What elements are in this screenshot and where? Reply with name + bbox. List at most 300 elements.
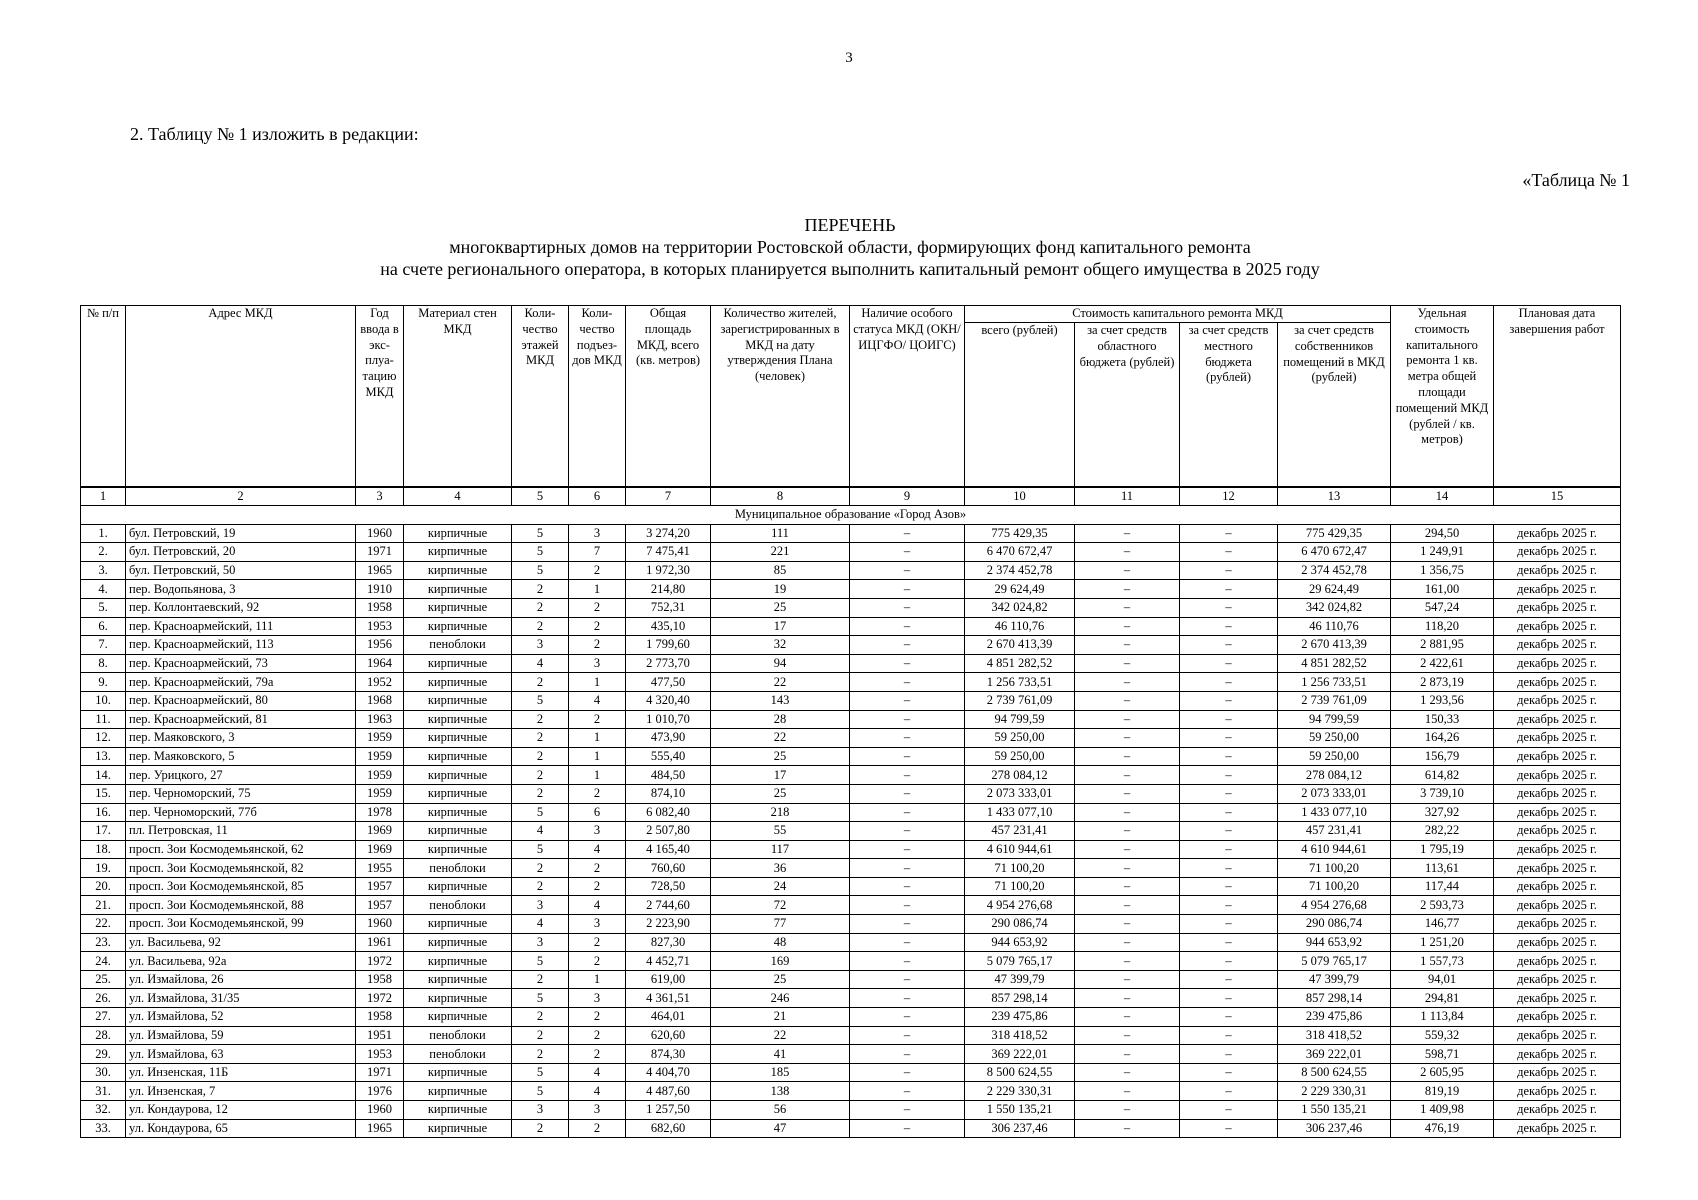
header-cost-total: всего (рублей) xyxy=(965,323,1075,488)
cell-cost-owners: 59 250,00 xyxy=(1278,747,1391,766)
cell-cost-local: – xyxy=(1180,989,1278,1008)
cell-row-number: 22. xyxy=(81,915,126,934)
cell-cost-total: 290 086,74 xyxy=(965,915,1075,934)
cell-row-number: 5. xyxy=(81,598,126,617)
cell-floors: 2 xyxy=(512,784,569,803)
cell-residents: 246 xyxy=(711,989,850,1008)
cell-wall-material: кирпичные xyxy=(404,617,512,636)
cell-floors: 2 xyxy=(512,877,569,896)
cell-floors: 2 xyxy=(512,598,569,617)
column-number: 13 xyxy=(1278,487,1391,506)
cell-cost-owners: 4 954 276,68 xyxy=(1278,896,1391,915)
cell-cost-total: 2 670 413,39 xyxy=(965,636,1075,655)
cell-cost-total: 4 954 276,68 xyxy=(965,896,1075,915)
cell-completion-date: декабрь 2025 г. xyxy=(1494,524,1621,543)
cell-completion-date: декабрь 2025 г. xyxy=(1494,970,1621,989)
cell-floors: 2 xyxy=(512,766,569,785)
header-floors: Коли-чество этажей МКД xyxy=(512,306,569,488)
cell-cost-owners: 71 100,20 xyxy=(1278,877,1391,896)
cell-special-status: – xyxy=(850,970,965,989)
header-residents: Количество жителей, зарегистрированных в МКД на дату утверждения Плана (человек) xyxy=(711,306,850,488)
cell-total-area: 555,40 xyxy=(626,747,711,766)
cell-completion-date: декабрь 2025 г. xyxy=(1494,1063,1621,1082)
cell-cost-local: – xyxy=(1180,822,1278,841)
cell-address: просп. Зои Космодемьянской, 88 xyxy=(126,896,356,915)
cell-cost-local: – xyxy=(1180,729,1278,748)
cell-row-number: 31. xyxy=(81,1082,126,1101)
cell-cost-regional: – xyxy=(1075,766,1180,785)
cell-cost-owners: 4 610 944,61 xyxy=(1278,840,1391,859)
cell-wall-material: кирпичные xyxy=(404,989,512,1008)
cell-cost-regional: – xyxy=(1075,543,1180,562)
cell-total-area: 2 507,80 xyxy=(626,822,711,841)
cell-cost-total: 8 500 624,55 xyxy=(965,1063,1075,1082)
column-number: 7 xyxy=(626,487,711,506)
cell-unit-cost: 156,79 xyxy=(1391,747,1494,766)
header-cost-regional: за счет средств областного бюджета (рублей) xyxy=(1075,323,1180,488)
cell-wall-material: кирпичные xyxy=(404,1119,512,1138)
cell-row-number: 6. xyxy=(81,617,126,636)
cell-wall-material: кирпичные xyxy=(404,598,512,617)
cell-completion-date: декабрь 2025 г. xyxy=(1494,710,1621,729)
cell-total-area: 874,10 xyxy=(626,784,711,803)
cell-floors: 5 xyxy=(512,561,569,580)
table-row xyxy=(81,1026,1621,1045)
cell-cost-total: 369 222,01 xyxy=(965,1045,1075,1064)
cell-unit-cost: 819,19 xyxy=(1391,1082,1494,1101)
cell-completion-date: декабрь 2025 г. xyxy=(1494,580,1621,599)
cell-residents: 24 xyxy=(711,877,850,896)
cell-total-area: 4 361,51 xyxy=(626,989,711,1008)
cell-cost-local: – xyxy=(1180,617,1278,636)
cell-address: просп. Зои Космодемьянской, 85 xyxy=(126,877,356,896)
cell-total-area: 619,00 xyxy=(626,970,711,989)
cell-wall-material: пеноблоки xyxy=(404,1045,512,1064)
table-row xyxy=(81,524,1621,543)
cell-special-status: – xyxy=(850,747,965,766)
cell-row-number: 11. xyxy=(81,710,126,729)
cell-entrances: 2 xyxy=(569,561,626,580)
cell-total-area: 682,60 xyxy=(626,1119,711,1138)
header-wall-material: Материал стен МКД xyxy=(404,306,512,488)
cell-cost-total: 278 084,12 xyxy=(965,766,1075,785)
cell-cost-local: – xyxy=(1180,766,1278,785)
table-row xyxy=(81,933,1621,952)
cell-cost-owners: 94 799,59 xyxy=(1278,710,1391,729)
cell-year-built: 1965 xyxy=(356,561,404,580)
cell-residents: 41 xyxy=(711,1045,850,1064)
cell-cost-total: 71 100,20 xyxy=(965,877,1075,896)
cell-total-area: 760,60 xyxy=(626,859,711,878)
cell-wall-material: кирпичные xyxy=(404,1101,512,1120)
column-number: 14 xyxy=(1391,487,1494,506)
cell-entrances: 3 xyxy=(569,654,626,673)
cell-cost-owners: 857 298,14 xyxy=(1278,989,1391,1008)
table-row xyxy=(81,970,1621,989)
cell-residents: 56 xyxy=(711,1101,850,1120)
cell-floors: 2 xyxy=(512,710,569,729)
cell-floors: 2 xyxy=(512,617,569,636)
cell-total-area: 3 274,20 xyxy=(626,524,711,543)
table-row xyxy=(81,747,1621,766)
cell-floors: 5 xyxy=(512,1063,569,1082)
cell-cost-local: – xyxy=(1180,654,1278,673)
table-row xyxy=(81,543,1621,562)
cell-wall-material: кирпичные xyxy=(404,729,512,748)
cell-wall-material: кирпичные xyxy=(404,840,512,859)
cell-year-built: 1958 xyxy=(356,1008,404,1027)
column-number: 6 xyxy=(569,487,626,506)
cell-completion-date: декабрь 2025 г. xyxy=(1494,766,1621,785)
cell-address: ул. Васильева, 92а xyxy=(126,952,356,971)
cell-address: просп. Зои Космодемьянской, 62 xyxy=(126,840,356,859)
cell-entrances: 3 xyxy=(569,989,626,1008)
cell-wall-material: пеноблоки xyxy=(404,636,512,655)
cell-year-built: 1965 xyxy=(356,1119,404,1138)
cell-entrances: 2 xyxy=(569,1119,626,1138)
cell-special-status: – xyxy=(850,1063,965,1082)
cell-row-number: 3. xyxy=(81,561,126,580)
cell-special-status: – xyxy=(850,710,965,729)
cell-residents: 25 xyxy=(711,747,850,766)
cell-cost-local: – xyxy=(1180,1101,1278,1120)
cell-residents: 169 xyxy=(711,952,850,971)
cell-cost-total: 306 237,46 xyxy=(965,1119,1075,1138)
table-row xyxy=(81,1045,1621,1064)
cell-cost-total: 342 024,82 xyxy=(965,598,1075,617)
cell-cost-regional: – xyxy=(1075,840,1180,859)
cell-year-built: 1960 xyxy=(356,524,404,543)
cell-wall-material: кирпичные xyxy=(404,673,512,692)
cell-floors: 2 xyxy=(512,970,569,989)
cell-cost-total: 47 399,79 xyxy=(965,970,1075,989)
cell-entrances: 2 xyxy=(569,1045,626,1064)
cell-cost-total: 1 550 135,21 xyxy=(965,1101,1075,1120)
cell-wall-material: кирпичные xyxy=(404,877,512,896)
cell-year-built: 1978 xyxy=(356,803,404,822)
cell-cost-regional: – xyxy=(1075,896,1180,915)
heading-line-1: многоквартирных домов на территории Ростовской области, формирующих фонд капитального ремонта xyxy=(449,237,1251,257)
table-row xyxy=(81,710,1621,729)
cell-cost-owners: 6 470 672,47 xyxy=(1278,543,1391,562)
cell-unit-cost: 294,81 xyxy=(1391,989,1494,1008)
cell-special-status: – xyxy=(850,952,965,971)
cell-total-area: 752,31 xyxy=(626,598,711,617)
cell-cost-regional: – xyxy=(1075,1063,1180,1082)
cell-floors: 2 xyxy=(512,1026,569,1045)
cell-residents: 22 xyxy=(711,673,850,692)
cell-entrances: 2 xyxy=(569,1026,626,1045)
cell-special-status: – xyxy=(850,915,965,934)
cell-cost-regional: – xyxy=(1075,654,1180,673)
header-special-status: Наличие особого статуса МКД (ОКН/ИЦГФО/ ЦОИГС) xyxy=(850,306,965,488)
cell-row-number: 13. xyxy=(81,747,126,766)
cell-cost-owners: 944 653,92 xyxy=(1278,933,1391,952)
cell-wall-material: кирпичные xyxy=(404,561,512,580)
cell-floors: 5 xyxy=(512,989,569,1008)
cell-unit-cost: 327,92 xyxy=(1391,803,1494,822)
cell-cost-owners: 4 851 282,52 xyxy=(1278,654,1391,673)
cell-address: пер. Красноармейский, 113 xyxy=(126,636,356,655)
cell-cost-local: – xyxy=(1180,915,1278,934)
cell-special-status: – xyxy=(850,654,965,673)
cell-wall-material: кирпичные xyxy=(404,1063,512,1082)
cell-unit-cost: 2 593,73 xyxy=(1391,896,1494,915)
cell-total-area: 4 452,71 xyxy=(626,952,711,971)
cell-floors: 5 xyxy=(512,840,569,859)
cell-total-area: 827,30 xyxy=(626,933,711,952)
cell-address: пер. Водопьянова, 3 xyxy=(126,580,356,599)
cell-row-number: 18. xyxy=(81,840,126,859)
document-heading xyxy=(80,214,1620,280)
table-body xyxy=(81,506,1621,1138)
cell-completion-date: декабрь 2025 г. xyxy=(1494,840,1621,859)
cell-address: пер. Красноармейский, 79а xyxy=(126,673,356,692)
cell-cost-local: – xyxy=(1180,636,1278,655)
cell-address: ул. Измайлова, 59 xyxy=(126,1026,356,1045)
cell-year-built: 1951 xyxy=(356,1026,404,1045)
cell-cost-local: – xyxy=(1180,1045,1278,1064)
cell-special-status: – xyxy=(850,598,965,617)
cell-completion-date: декабрь 2025 г. xyxy=(1494,877,1621,896)
cell-completion-date: декабрь 2025 г. xyxy=(1494,933,1621,952)
cell-wall-material: пеноблоки xyxy=(404,1026,512,1045)
cell-residents: 48 xyxy=(711,933,850,952)
cell-cost-total: 6 470 672,47 xyxy=(965,543,1075,562)
cell-cost-owners: 2 739 761,09 xyxy=(1278,691,1391,710)
cell-floors: 5 xyxy=(512,691,569,710)
cell-unit-cost: 547,24 xyxy=(1391,598,1494,617)
cell-unit-cost: 559,32 xyxy=(1391,1026,1494,1045)
cell-floors: 4 xyxy=(512,915,569,934)
cell-cost-owners: 5 079 765,17 xyxy=(1278,952,1391,971)
table-row xyxy=(81,989,1621,1008)
cell-unit-cost: 614,82 xyxy=(1391,766,1494,785)
cell-completion-date: декабрь 2025 г. xyxy=(1494,691,1621,710)
cell-cost-regional: – xyxy=(1075,1119,1180,1138)
cell-cost-owners: 290 086,74 xyxy=(1278,915,1391,934)
cell-total-area: 1 010,70 xyxy=(626,710,711,729)
cell-cost-total: 71 100,20 xyxy=(965,859,1075,878)
cell-row-number: 29. xyxy=(81,1045,126,1064)
header-completion-date: Плановая дата завершения работ xyxy=(1494,306,1621,488)
cell-row-number: 25. xyxy=(81,970,126,989)
cell-cost-total: 1 256 733,51 xyxy=(965,673,1075,692)
cell-cost-regional: – xyxy=(1075,803,1180,822)
cell-row-number: 21. xyxy=(81,896,126,915)
cell-entrances: 2 xyxy=(569,859,626,878)
cell-entrances: 6 xyxy=(569,803,626,822)
cell-entrances: 1 xyxy=(569,747,626,766)
cell-cost-regional: – xyxy=(1075,784,1180,803)
cell-entrances: 4 xyxy=(569,896,626,915)
cell-cost-local: – xyxy=(1180,543,1278,562)
cell-row-number: 14. xyxy=(81,766,126,785)
table-row xyxy=(81,691,1621,710)
cell-completion-date: декабрь 2025 г. xyxy=(1494,915,1621,934)
cell-completion-date: декабрь 2025 г. xyxy=(1494,598,1621,617)
cell-row-number: 20. xyxy=(81,877,126,896)
cell-unit-cost: 94,01 xyxy=(1391,970,1494,989)
cell-residents: 47 xyxy=(711,1119,850,1138)
cell-entrances: 1 xyxy=(569,673,626,692)
cell-cost-total: 4 610 944,61 xyxy=(965,840,1075,859)
cell-unit-cost: 294,50 xyxy=(1391,524,1494,543)
cell-completion-date: декабрь 2025 г. xyxy=(1494,1008,1621,1027)
cell-year-built: 1972 xyxy=(356,952,404,971)
cell-entrances: 2 xyxy=(569,1008,626,1027)
cell-completion-date: декабрь 2025 г. xyxy=(1494,896,1621,915)
cell-cost-owners: 29 624,49 xyxy=(1278,580,1391,599)
cell-residents: 218 xyxy=(711,803,850,822)
cell-special-status: – xyxy=(850,1026,965,1045)
cell-entrances: 2 xyxy=(569,710,626,729)
cell-cost-regional: – xyxy=(1075,691,1180,710)
cell-completion-date: декабрь 2025 г. xyxy=(1494,654,1621,673)
table-row xyxy=(81,729,1621,748)
cell-floors: 3 xyxy=(512,1101,569,1120)
cell-cost-total: 2 229 330,31 xyxy=(965,1082,1075,1101)
cell-total-area: 6 082,40 xyxy=(626,803,711,822)
cell-cost-local: – xyxy=(1180,1063,1278,1082)
table-row xyxy=(81,896,1621,915)
cell-entrances: 4 xyxy=(569,840,626,859)
cell-row-number: 24. xyxy=(81,952,126,971)
cell-unit-cost: 164,26 xyxy=(1391,729,1494,748)
cell-year-built: 1958 xyxy=(356,598,404,617)
cell-cost-regional: – xyxy=(1075,580,1180,599)
cell-cost-regional: – xyxy=(1075,598,1180,617)
cell-total-area: 214,80 xyxy=(626,580,711,599)
cell-floors: 2 xyxy=(512,580,569,599)
cell-total-area: 484,50 xyxy=(626,766,711,785)
header-entrances: Коли-чество подъез-дов МКД xyxy=(569,306,626,488)
cell-total-area: 435,10 xyxy=(626,617,711,636)
cell-wall-material: пеноблоки xyxy=(404,896,512,915)
table-row xyxy=(81,859,1621,878)
cell-total-area: 477,50 xyxy=(626,673,711,692)
cell-floors: 2 xyxy=(512,747,569,766)
cell-cost-local: – xyxy=(1180,840,1278,859)
cell-wall-material: кирпичные xyxy=(404,747,512,766)
table-row xyxy=(81,617,1621,636)
cell-residents: 55 xyxy=(711,822,850,841)
header-cost-owners: за счет средств собственников помещений в МКД (рублей) xyxy=(1278,323,1391,488)
cell-floors: 2 xyxy=(512,1045,569,1064)
cell-unit-cost: 598,71 xyxy=(1391,1045,1494,1064)
cell-cost-local: – xyxy=(1180,784,1278,803)
cell-cost-owners: 8 500 624,55 xyxy=(1278,1063,1391,1082)
cell-year-built: 1971 xyxy=(356,543,404,562)
cell-special-status: – xyxy=(850,1008,965,1027)
header-total-area: Общая площадь МКД, всего (кв. метров) xyxy=(626,306,711,488)
cell-completion-date: декабрь 2025 г. xyxy=(1494,822,1621,841)
cell-unit-cost: 1 557,73 xyxy=(1391,952,1494,971)
cell-wall-material: кирпичные xyxy=(404,970,512,989)
table-row xyxy=(81,598,1621,617)
cell-special-status: – xyxy=(850,803,965,822)
cell-total-area: 4 404,70 xyxy=(626,1063,711,1082)
table-row xyxy=(81,877,1621,896)
cell-year-built: 1959 xyxy=(356,747,404,766)
cell-unit-cost: 1 113,84 xyxy=(1391,1008,1494,1027)
column-number: 5 xyxy=(512,487,569,506)
cell-wall-material: кирпичные xyxy=(404,766,512,785)
cell-unit-cost: 1 409,98 xyxy=(1391,1101,1494,1120)
cell-cost-local: – xyxy=(1180,598,1278,617)
cell-entrances: 7 xyxy=(569,543,626,562)
cell-special-status: – xyxy=(850,766,965,785)
cell-unit-cost: 2 605,95 xyxy=(1391,1063,1494,1082)
cell-row-number: 26. xyxy=(81,989,126,1008)
cell-year-built: 1953 xyxy=(356,1045,404,1064)
cell-residents: 117 xyxy=(711,840,850,859)
cell-year-built: 1910 xyxy=(356,580,404,599)
cell-floors: 5 xyxy=(512,952,569,971)
cell-year-built: 1972 xyxy=(356,989,404,1008)
page-number: 3 xyxy=(845,50,853,66)
cell-entrances: 4 xyxy=(569,1063,626,1082)
cell-cost-owners: 71 100,20 xyxy=(1278,859,1391,878)
cell-row-number: 30. xyxy=(81,1063,126,1082)
cell-entrances: 3 xyxy=(569,524,626,543)
intro-text: 2. Таблицу № 1 изложить в редакции: xyxy=(130,124,419,144)
cell-cost-total: 457 231,41 xyxy=(965,822,1075,841)
cell-wall-material: кирпичные xyxy=(404,822,512,841)
cell-special-status: – xyxy=(850,524,965,543)
cell-cost-local: – xyxy=(1180,1008,1278,1027)
cell-unit-cost: 150,33 xyxy=(1391,710,1494,729)
cell-special-status: – xyxy=(850,840,965,859)
cell-cost-total: 2 739 761,09 xyxy=(965,691,1075,710)
cell-special-status: – xyxy=(850,617,965,636)
column-number: 1 xyxy=(81,487,126,506)
cell-row-number: 4. xyxy=(81,580,126,599)
cell-row-number: 32. xyxy=(81,1101,126,1120)
cell-wall-material: кирпичные xyxy=(404,543,512,562)
cell-cost-owners: 2 670 413,39 xyxy=(1278,636,1391,655)
cell-residents: 94 xyxy=(711,654,850,673)
cell-cost-local: – xyxy=(1180,952,1278,971)
cell-cost-regional: – xyxy=(1075,729,1180,748)
cell-residents: 25 xyxy=(711,598,850,617)
cell-address: пер. Урицкого, 27 xyxy=(126,766,356,785)
cell-entrances: 2 xyxy=(569,877,626,896)
cell-entrances: 1 xyxy=(569,729,626,748)
cell-cost-regional: – xyxy=(1075,1026,1180,1045)
cell-cost-total: 59 250,00 xyxy=(965,747,1075,766)
cell-floors: 2 xyxy=(512,673,569,692)
cell-cost-owners: 318 418,52 xyxy=(1278,1026,1391,1045)
cell-row-number: 16. xyxy=(81,803,126,822)
cell-residents: 185 xyxy=(711,1063,850,1082)
table-row xyxy=(81,580,1621,599)
cell-total-area: 473,90 xyxy=(626,729,711,748)
cell-wall-material: пеноблоки xyxy=(404,859,512,878)
cell-address: ул. Васильева, 92 xyxy=(126,933,356,952)
cell-special-status: – xyxy=(850,877,965,896)
cell-cost-owners: 278 084,12 xyxy=(1278,766,1391,785)
cell-cost-owners: 457 231,41 xyxy=(1278,822,1391,841)
cell-cost-total: 4 851 282,52 xyxy=(965,654,1075,673)
cell-cost-regional: – xyxy=(1075,524,1180,543)
cell-residents: 32 xyxy=(711,636,850,655)
cell-unit-cost: 282,22 xyxy=(1391,822,1494,841)
cell-completion-date: декабрь 2025 г. xyxy=(1494,859,1621,878)
cell-cost-total: 5 079 765,17 xyxy=(965,952,1075,971)
cell-cost-total: 59 250,00 xyxy=(965,729,1075,748)
cell-year-built: 1964 xyxy=(356,654,404,673)
